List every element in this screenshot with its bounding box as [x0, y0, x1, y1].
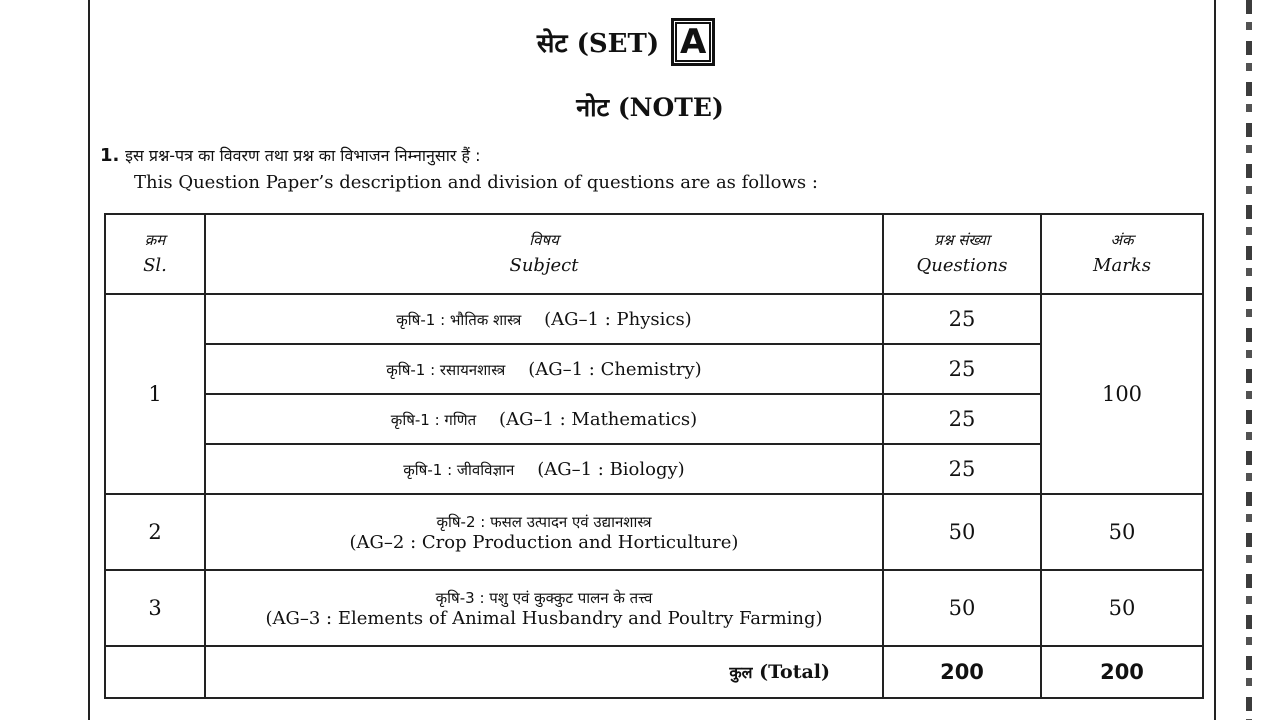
subject-en: (AG–1 : Mathematics)	[499, 408, 698, 430]
questions-cell: 25	[883, 294, 1041, 344]
total-sl-cell	[105, 646, 205, 698]
intro-number: 1.	[100, 145, 120, 166]
table-row	[105, 570, 1203, 646]
table-row	[105, 494, 1203, 570]
intro-english: This Question Paper’s description and division of questions are as follows :	[134, 172, 818, 193]
questions-cell: 25	[883, 344, 1041, 394]
subject-en: (AG–2 : Crop Production and Horticulture)	[349, 531, 739, 553]
marks-cell: 50	[1041, 570, 1203, 646]
header-marks-en: Marks	[1093, 254, 1151, 276]
total-row	[105, 646, 1203, 698]
subject-hi: कृषि-1 : जीवविज्ञान	[403, 460, 515, 479]
table-row	[105, 294, 1203, 344]
questions-cell: 25	[883, 394, 1041, 444]
set-heading	[0, 12, 1280, 72]
total-label-en: (Total)	[759, 661, 830, 683]
marks-cell: 100	[1041, 294, 1203, 494]
total-marks-cell: 200	[1041, 646, 1203, 698]
subject-hi: कृषि-3 : पशु एवं कुक्कुट पालन के तत्त्व	[435, 588, 653, 607]
subject-cell	[205, 570, 883, 646]
subject-hi: कृषि-1 : गणित	[390, 410, 477, 429]
set-label: सेट (SET)	[536, 29, 660, 59]
header-subject-en: Subject	[509, 254, 579, 276]
header-sl	[105, 214, 205, 294]
sl-cell: 2	[105, 494, 205, 570]
question-division-table	[104, 213, 1204, 699]
subject-hi: कृषि-1 : रसायनशास्त्र	[386, 360, 506, 379]
total-questions-cell: 200	[883, 646, 1041, 698]
subject-cell	[205, 344, 883, 394]
table-row	[105, 444, 1203, 494]
table-row	[105, 344, 1203, 394]
table-header-row	[105, 214, 1203, 294]
sl-cell: 1	[105, 294, 205, 494]
header-questions	[883, 214, 1041, 294]
header-subject	[205, 214, 883, 294]
subject-en: (AG–1 : Biology)	[537, 458, 685, 480]
total-label-hi: कुल	[729, 663, 753, 682]
set-letter-box	[671, 18, 715, 66]
questions-cell: 50	[883, 494, 1041, 570]
table-row	[105, 394, 1203, 444]
subject-hi: कृषि-1 : भौतिक शास्त्र	[396, 310, 522, 329]
subject-cell	[205, 494, 883, 570]
set-letter: A	[675, 22, 711, 62]
header-marks-hi: अंक	[1110, 231, 1134, 250]
sl-cell: 3	[105, 570, 205, 646]
subject-en: (AG–1 : Chemistry)	[528, 358, 702, 380]
header-questions-en: Questions	[916, 254, 1008, 276]
total-label-cell	[205, 646, 883, 698]
subject-cell	[205, 294, 883, 344]
subject-hi: कृषि-2 : फसल उत्पादन एवं उद्यानशास्त्र	[436, 512, 652, 531]
intro-hindi-line	[100, 144, 480, 166]
note-title-text: नोट (NOTE)	[576, 93, 724, 122]
header-questions-hi: प्रश्न संख्या	[934, 231, 990, 250]
subject-en: (AG–3 : Elements of Animal Husbandry and Poultry Farming)	[265, 607, 823, 629]
subject-cell	[205, 444, 883, 494]
header-marks	[1041, 214, 1203, 294]
marks-cell: 50	[1041, 494, 1203, 570]
subject-cell	[205, 394, 883, 444]
questions-cell: 25	[883, 444, 1041, 494]
header-sl-en: Sl.	[143, 254, 167, 276]
subject-en: (AG–1 : Physics)	[544, 308, 692, 330]
intro-hindi: इस प्रश्न-पत्र का विवरण तथा प्रश्न का विभाजन निम्नानुसार हैं :	[125, 146, 481, 165]
note-title	[0, 90, 1280, 124]
questions-cell: 50	[883, 570, 1041, 646]
header-subject-hi: विषय	[529, 231, 559, 250]
header-sl-hi: क्रम	[144, 231, 166, 250]
